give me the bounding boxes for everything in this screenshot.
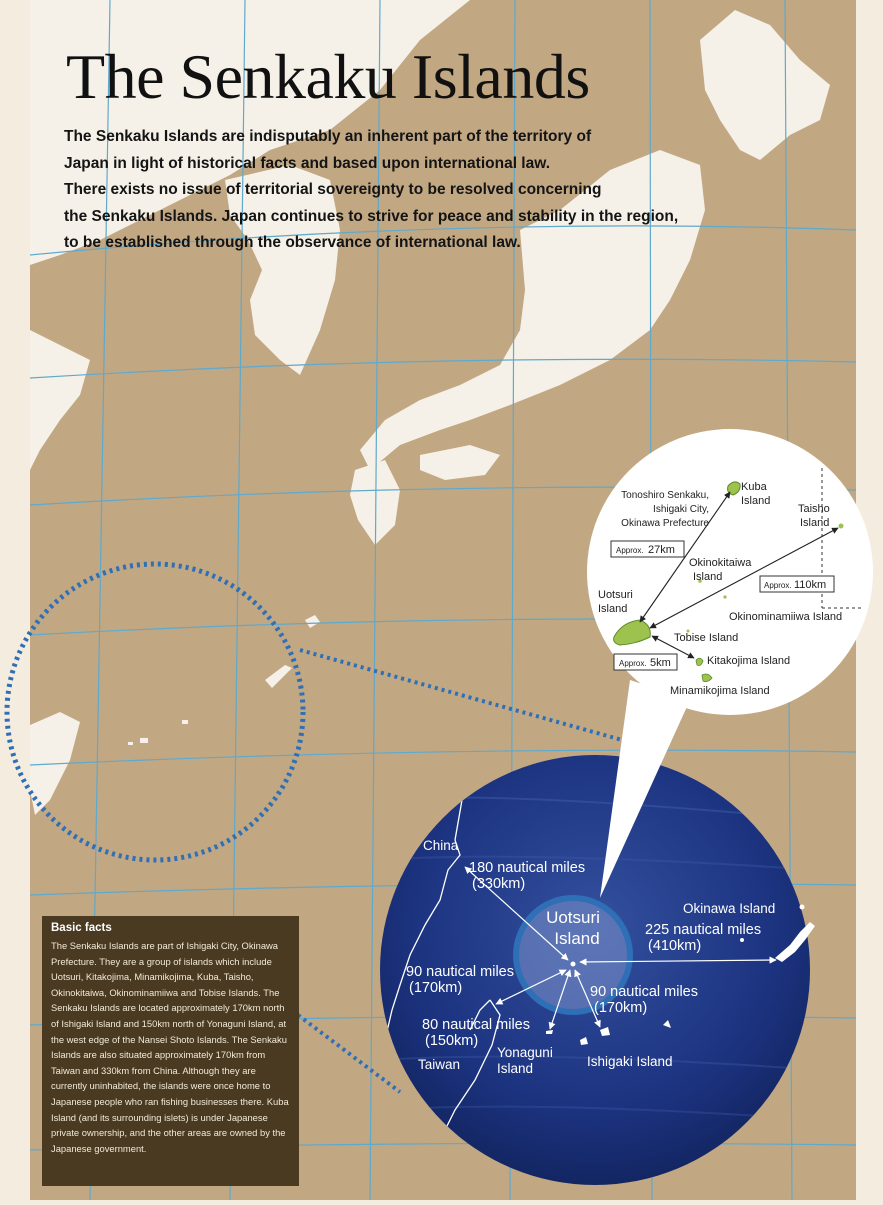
okinawa-distance-miles: 225 nautical miles [645, 922, 762, 938]
admin-label-line1: Tonoshiro Senkaku, [621, 490, 709, 501]
okinominamiiwa-label: Okinominamiiwa Island [729, 611, 843, 623]
dist-110-prefix: Approx. [764, 581, 792, 590]
taiwan-distance-miles: 90 nautical miles [406, 964, 514, 980]
intro-line: to be established through the observance of international law. [64, 234, 521, 251]
admin-label-line3: Okinawa Prefecture [621, 518, 709, 529]
ishigaki-distance-miles: 90 nautical miles [590, 984, 698, 1000]
kuba-label-line2: Island [741, 495, 771, 507]
uotsuri-detail-label-line1: Uotsuri [598, 589, 633, 601]
admin-label-line2: Ishigaki City, [653, 504, 709, 515]
ishigaki-islet [140, 738, 148, 743]
okinokitaiwa-label-line1: Okinokitaiwa [689, 557, 752, 569]
yonaguni-label-line1: Yonaguni [497, 1045, 553, 1060]
intro-line: There exists no issue of territorial sovereignty to be resolved concerning [64, 181, 602, 198]
basic-facts-body: The Senkaku Islands are part of Ishigaki City, Okinawa Prefecture. They are a group of islands which include Uotsuri, Kitakojima, Minamikojima, Kuba, Taisho, Okinokitaiwa, Okinominamiiwa and Tobise Islands. The Senkaku Islands are located approximately 170km north of Ishigaki Island and 150km north of Yonaguni Island, at the west edge of the Nansei Shoto Islands. The Senkaku Islands are also situated approximately 170km from Taiwan and 330km from China. Although they are currently uninhabited, the islands were once home to Japanese people who ran fishing businesses there. Kuba Island (and its surrounding islets) is under Japanese private ownership, and the other areas are owned by the Japanese government. [51, 940, 289, 1154]
yonaguni-distance-miles: 80 nautical miles [422, 1017, 530, 1033]
uotsuri-label-line1: Uotsuri [546, 908, 600, 927]
kuba-label-line1: Kuba [741, 481, 767, 493]
okinawa-label: Okinawa Island [683, 901, 776, 916]
yonaguni-islet [128, 742, 133, 745]
tobise-label: Tobise Island [674, 632, 739, 644]
intro-line: the Senkaku Islands. Japan continues to strive for peace and stability in the region, [64, 207, 679, 225]
dist-27-prefix: Approx. [616, 546, 644, 555]
page-title: The Senkaku Islands [66, 41, 590, 112]
intro-line: The Senkaku Islands are indisputably an inherent part of the territory of [64, 128, 592, 145]
china-label: China [423, 838, 459, 853]
detail-callout [587, 429, 873, 715]
basic-facts-heading: Basic facts [51, 922, 112, 934]
kitakojima-label: Kitakojima Island [707, 655, 791, 667]
okinominamiiwa-shape [723, 595, 726, 598]
uotsuri-label-line2: Island [554, 929, 600, 948]
minamikojima-label: Minamikojima Island [670, 685, 770, 697]
miyako-islet [182, 720, 188, 724]
uotsuri-dot [571, 962, 576, 967]
dist-5-value: 5km [650, 657, 671, 669]
ishigaki-distance-km: (170km) [594, 1000, 648, 1016]
taisho-label-line1: Taisho [798, 503, 830, 515]
okinawa-distance-km: (410km) [648, 938, 702, 954]
china-distance-km: (330km) [472, 876, 526, 892]
dist-5-prefix: Approx. [619, 659, 647, 668]
ishigaki-label: Ishigaki Island [587, 1054, 673, 1069]
uotsuri-detail-label-line2: Island [598, 603, 628, 615]
taiwan-distance-km: (170km) [409, 980, 463, 996]
yonaguni-label-line2: Island [497, 1061, 534, 1076]
intro-line: Japan in light of historical facts and based upon international law. [64, 154, 551, 172]
dist-110-value: 110km [794, 579, 827, 591]
basic-facts-box [42, 916, 299, 1186]
okinokitaiwa-label-line2: Island [693, 571, 723, 583]
taisho-label-line2: Island [800, 517, 830, 529]
china-distance-miles: 180 nautical miles [469, 860, 586, 876]
dist-27-value: 27km [648, 544, 675, 556]
taiwan-label: Taiwan [418, 1057, 461, 1072]
yonaguni-distance-km: (150km) [425, 1033, 479, 1049]
intro-statement [64, 124, 764, 257]
taisho-island-shape [839, 524, 844, 529]
